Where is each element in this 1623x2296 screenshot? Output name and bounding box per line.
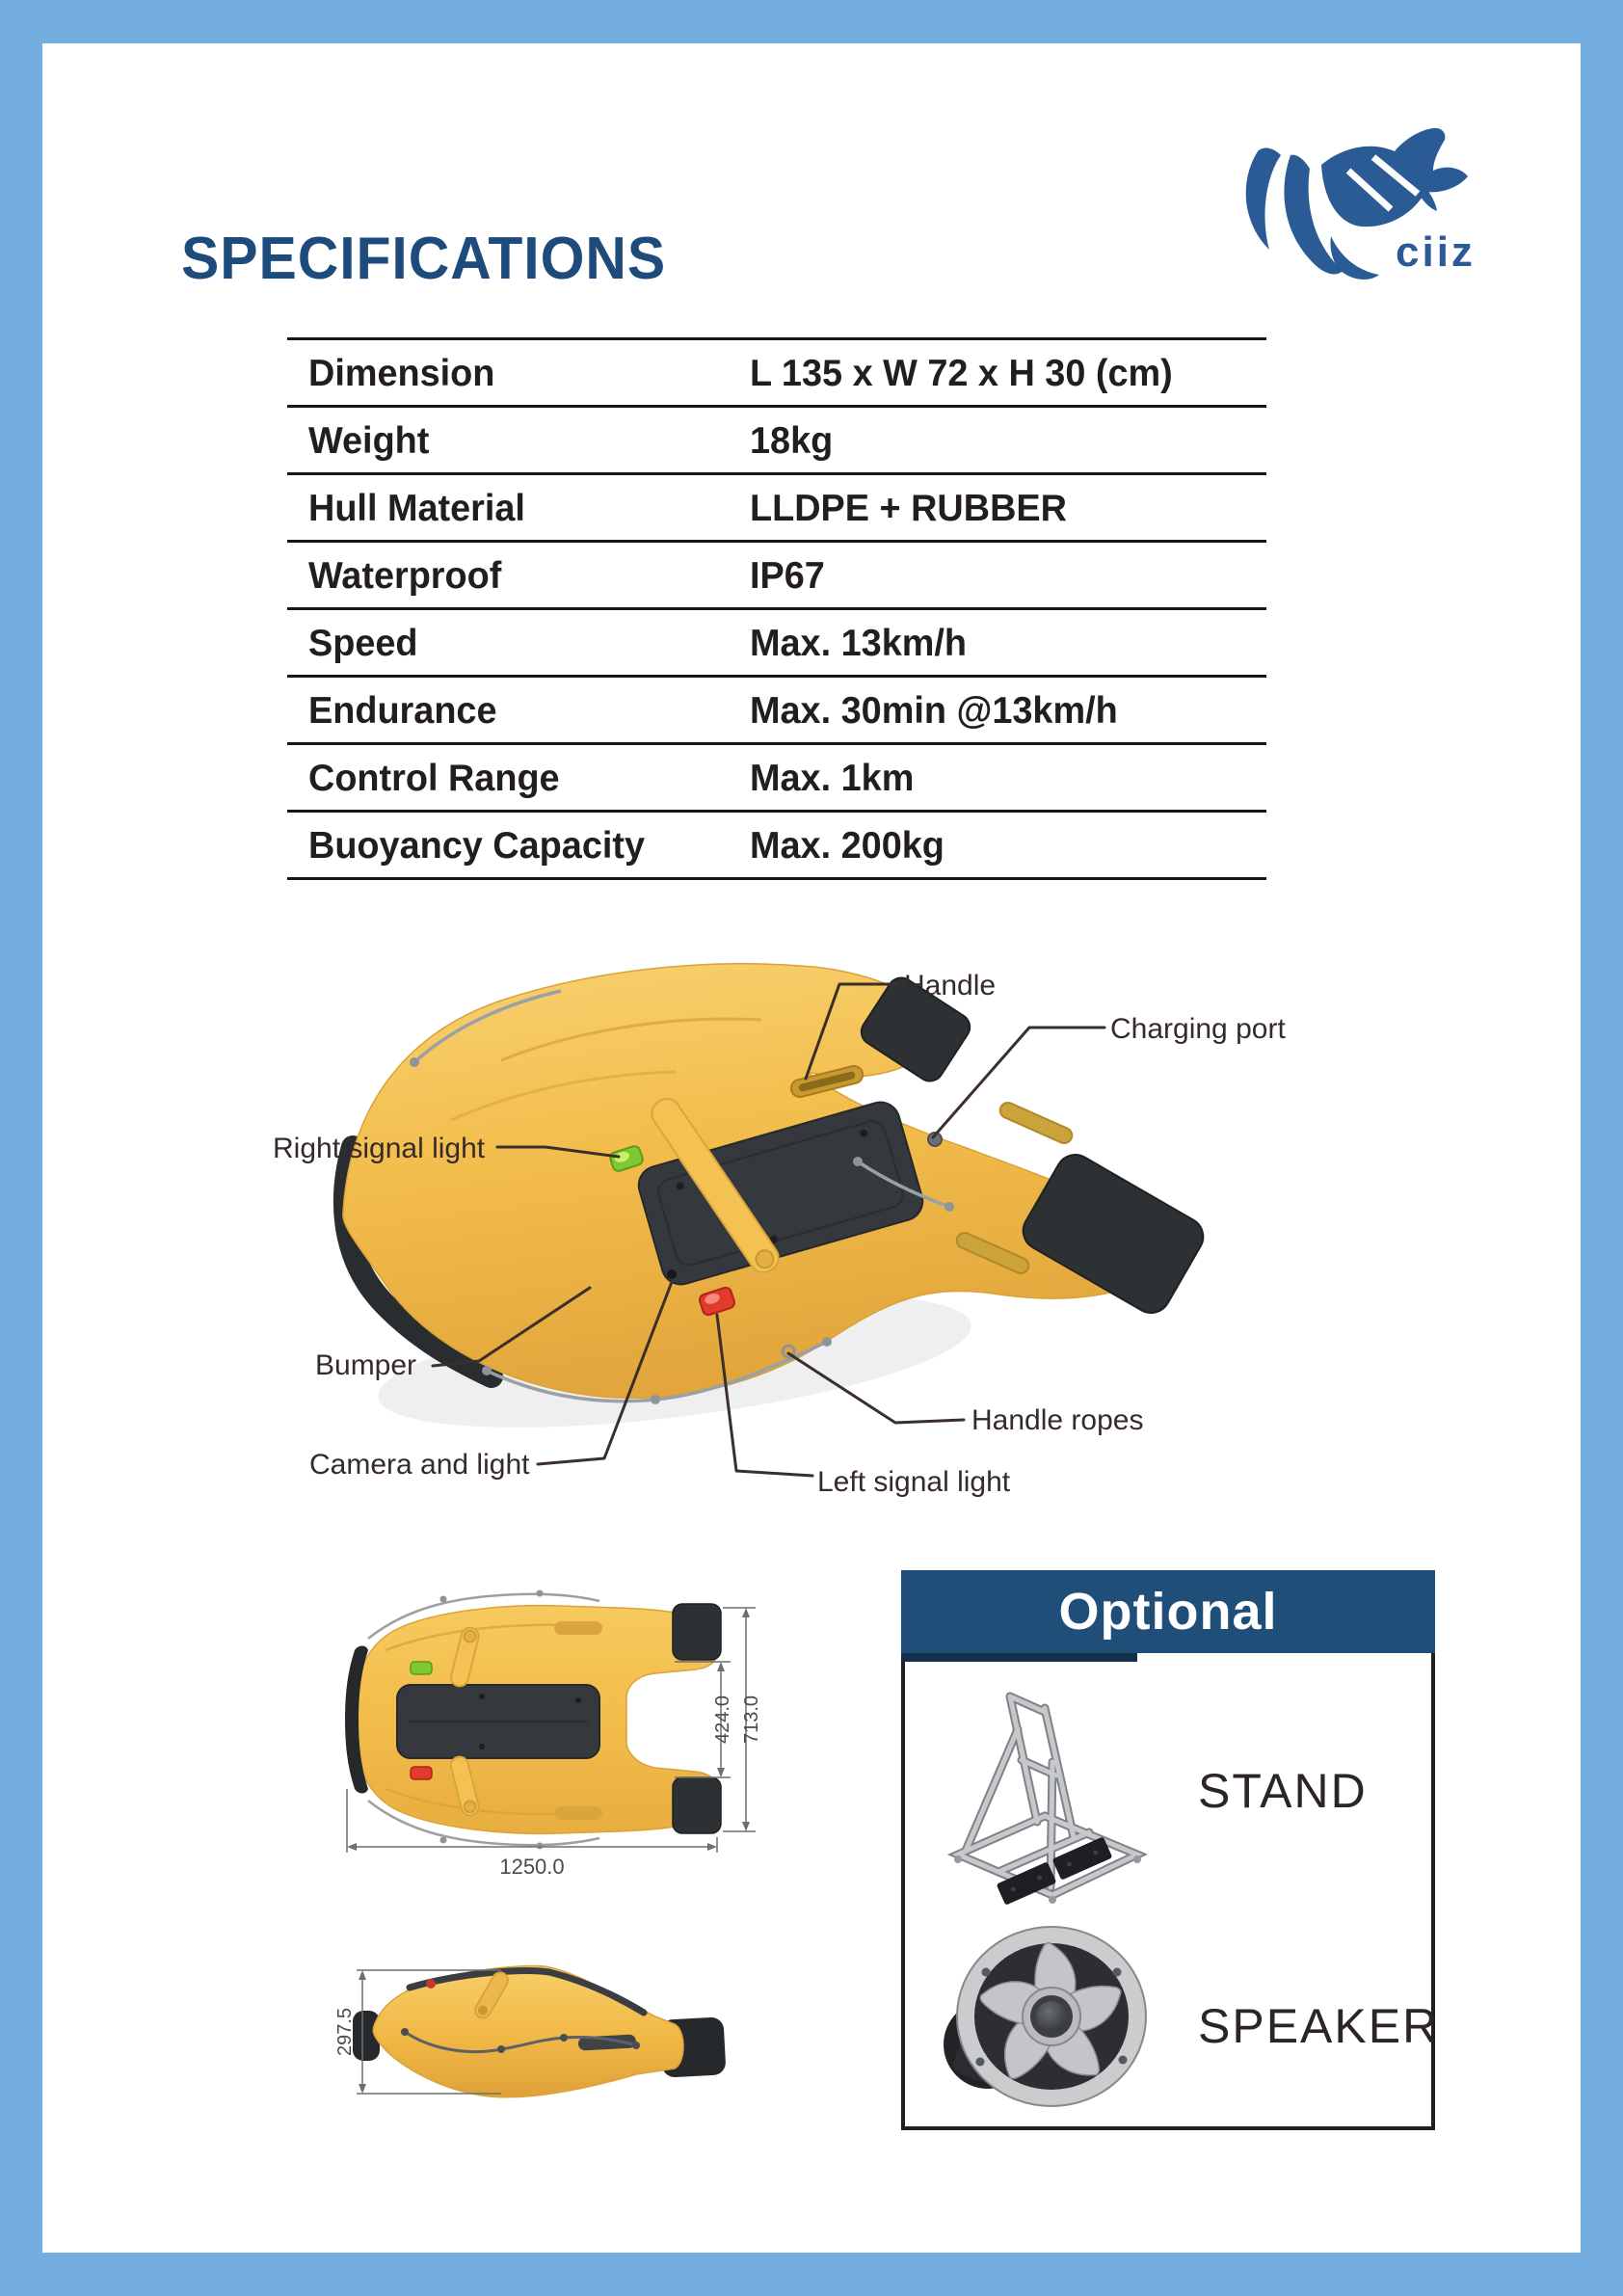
- dim-outer-width: 713.0: [741, 1695, 762, 1745]
- spec-value: L 135 x W 72 x H 30 (cm): [750, 353, 1173, 394]
- table-row: [287, 472, 1266, 540]
- label-bumper: Bumper: [315, 1349, 417, 1381]
- dim-length: 1250.0: [499, 1855, 565, 1879]
- spec-label: Waterproof: [308, 555, 502, 597]
- spec-label: Endurance: [308, 690, 497, 732]
- table-row: [287, 607, 1266, 675]
- spec-value: Max. 200kg: [750, 825, 945, 867]
- dim-height: 297.5: [334, 2007, 356, 2057]
- page: [42, 43, 1581, 2253]
- dim-inner-width: 424.0: [712, 1695, 733, 1745]
- spec-value: Max. 30min @13km/h: [750, 690, 1118, 732]
- page-title: SPECIFICATIONS: [181, 226, 667, 292]
- table-row: [287, 540, 1266, 607]
- spec-label: Dimension: [308, 353, 495, 394]
- optional-header-shadow: [901, 1653, 1137, 1662]
- spec-label: Control Range: [308, 758, 560, 799]
- label-handle-ropes: Handle ropes: [971, 1404, 1144, 1436]
- table-row: [287, 810, 1266, 877]
- optional-panel: [901, 1570, 1440, 2130]
- optional-header: Optional: [901, 1570, 1435, 1653]
- table-row: [287, 405, 1266, 472]
- spec-table: [287, 337, 1266, 880]
- spec-label: Weight: [308, 420, 430, 462]
- logo-brand-text: ciiz: [1396, 228, 1476, 276]
- spec-label: Buoyancy Capacity: [308, 825, 646, 867]
- top-view-drawing: [289, 1581, 810, 1899]
- stand-icon: [937, 1669, 1158, 1906]
- table-row: [287, 337, 1266, 405]
- table-row: [287, 742, 1266, 810]
- label-charging-port: Charging port: [1110, 1013, 1286, 1045]
- speaker-icon: [934, 1917, 1165, 2124]
- speaker-label: SPEAKER: [1198, 1999, 1440, 2053]
- camera-icon: [667, 1269, 677, 1279]
- spec-value: Max. 1km: [750, 758, 915, 799]
- spec-value: 18kg: [750, 420, 834, 462]
- spec-value: LLDPE + RUBBER: [750, 488, 1067, 529]
- label-left-signal-light: Left signal light: [817, 1466, 1011, 1498]
- label-right-signal-light: Right signal light: [273, 1133, 486, 1164]
- label-handle: Handle: [904, 970, 997, 1001]
- spec-value: Max. 13km/h: [750, 623, 967, 664]
- table-row: [287, 675, 1266, 742]
- spec-label: Hull Material: [308, 488, 525, 529]
- spec-label: Speed: [308, 623, 418, 664]
- side-view-drawing: [318, 1947, 752, 2121]
- spec-value: IP67: [750, 555, 825, 597]
- label-camera-and-light: Camera and light: [309, 1449, 530, 1481]
- stand-label: STAND: [1198, 1764, 1368, 1818]
